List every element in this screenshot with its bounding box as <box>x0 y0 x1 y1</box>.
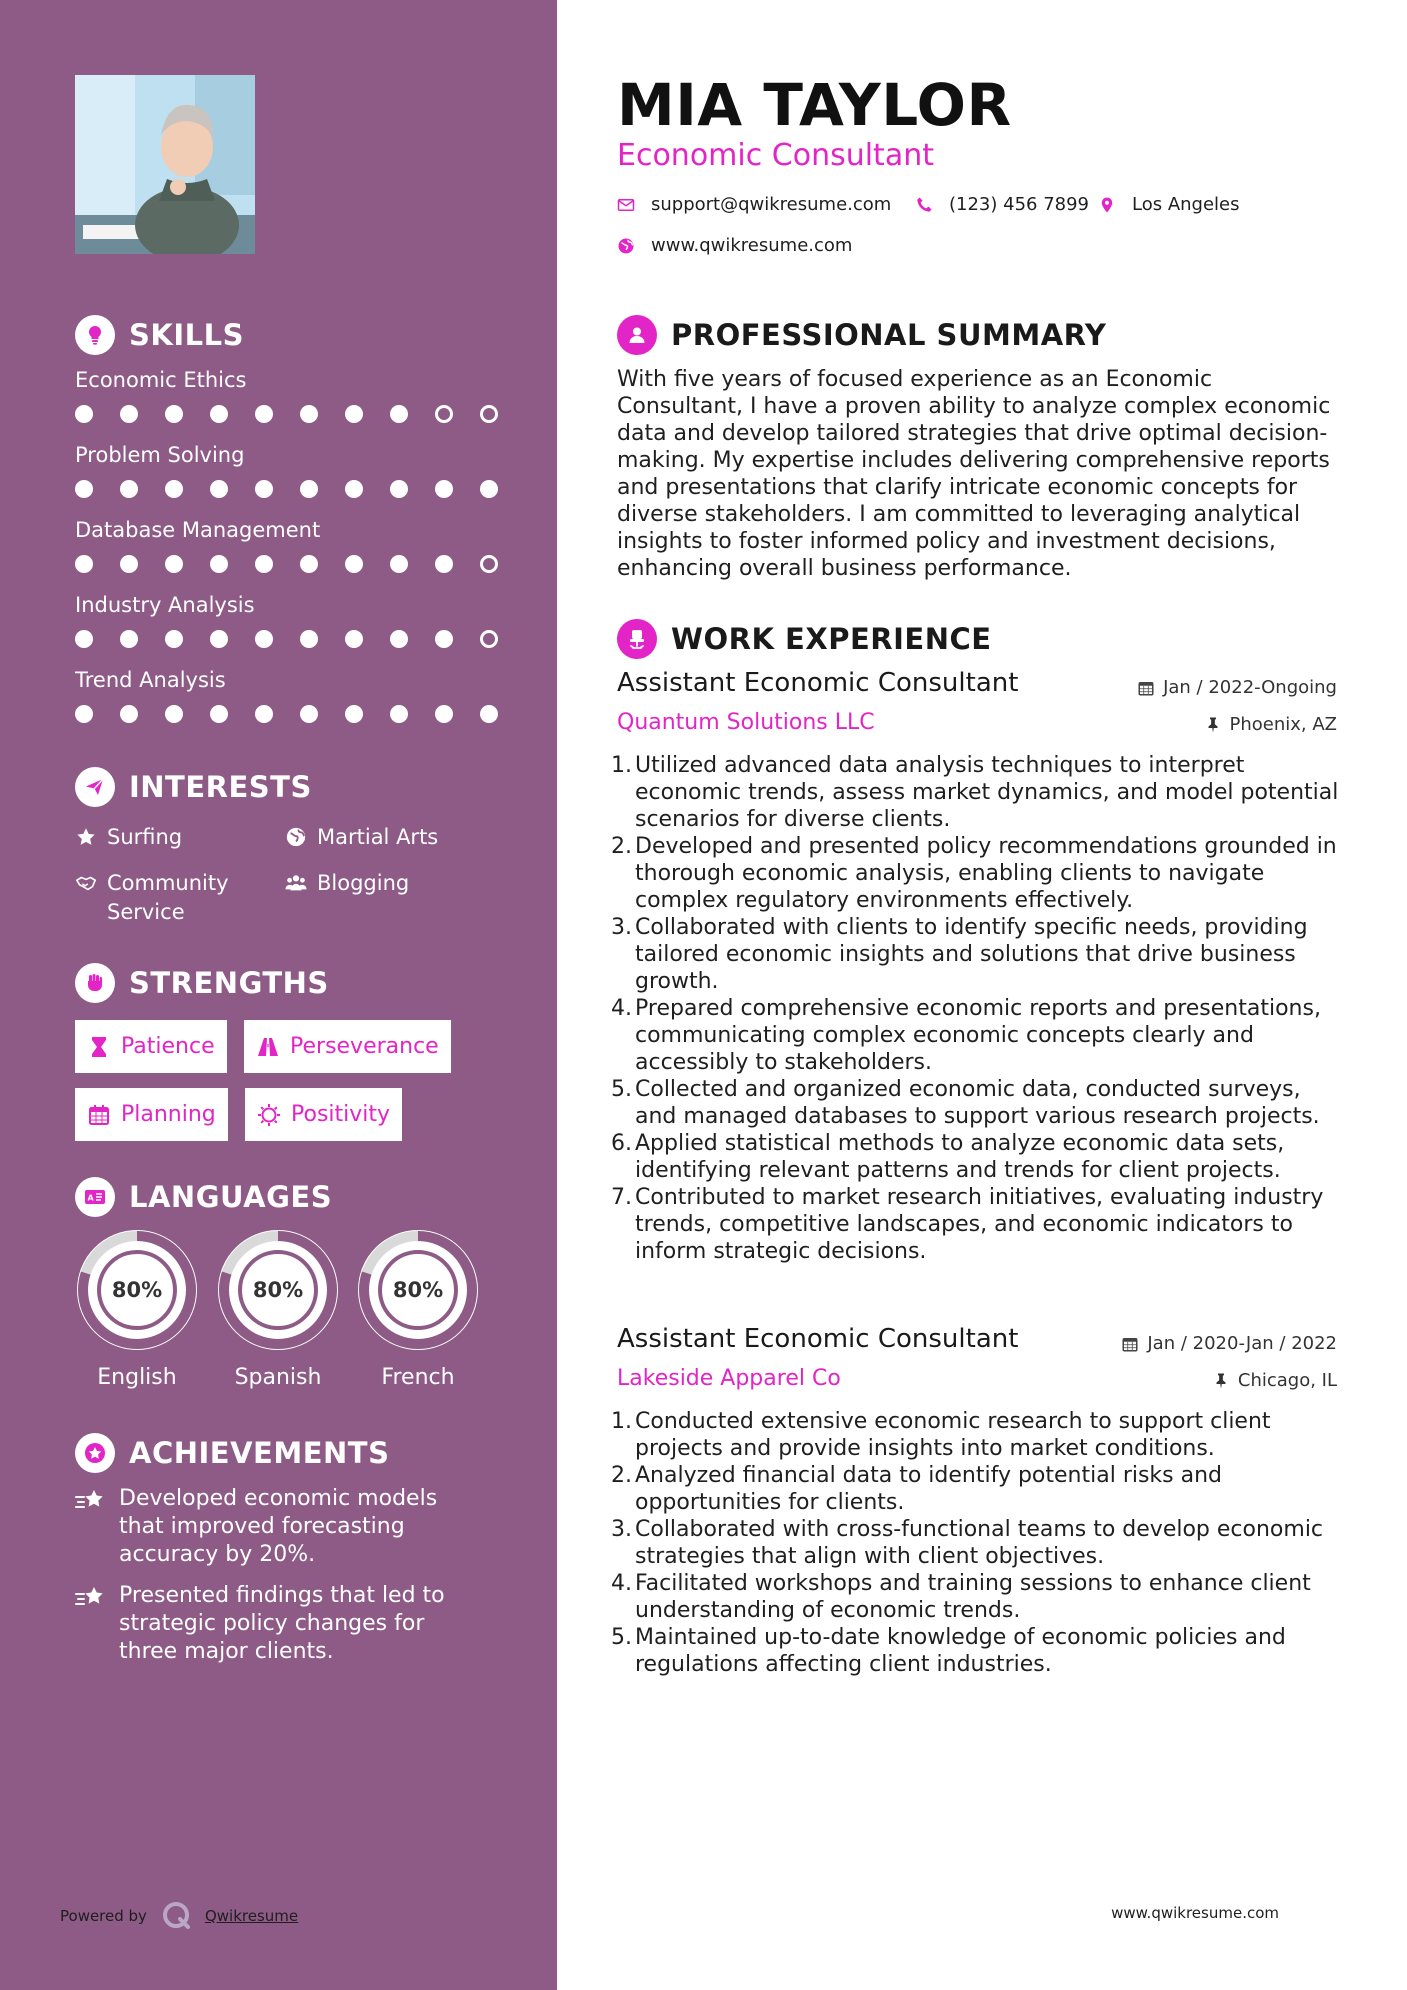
bullet-text: Developed and presented policy recommendations grounded in thorough economic analysis, enabling clients to navigate complex regulatory environments effectively. <box>635 834 1337 913</box>
rating-dot-filled <box>345 480 363 498</box>
chair-icon <box>617 619 657 659</box>
bullet-text: Conducted extensive economic research to support client projects and provide insights into market conditions. <box>635 1409 1271 1461</box>
interests-heading <box>75 767 515 807</box>
svg-text:A: A <box>87 1193 94 1203</box>
language-item <box>356 1228 480 1390</box>
envelope-icon <box>617 196 635 214</box>
language-icon <box>75 1177 115 1217</box>
skills-title: SKILLS <box>129 318 244 352</box>
star-badge-icon <box>75 1433 115 1473</box>
achievement-text: Presented findings that led to strategic policy changes for three major clients. <box>119 1583 445 1664</box>
languages-list <box>75 1228 515 1398</box>
skill-item <box>75 515 515 573</box>
users-icon <box>285 872 307 894</box>
rating-dot-filled <box>345 555 363 573</box>
bullet-text: Collected and organized economic data, conducted surveys, and managed databases to support various research projects. <box>635 1077 1320 1129</box>
skills-section <box>75 315 515 692</box>
rating-dot-filled <box>120 555 138 573</box>
strength-tag <box>75 1088 228 1141</box>
language-percent: 80% <box>252 1278 304 1302</box>
rating-dot-filled <box>120 480 138 498</box>
interest-label: Surfing <box>107 825 183 849</box>
job-company: Lakeside Apparel Co <box>617 1366 841 1391</box>
sidebar <box>0 0 557 1990</box>
rating-dot-filled <box>345 705 363 723</box>
interest-item <box>285 823 438 852</box>
job-location-text: Phoenix, AZ <box>1229 714 1337 735</box>
contact-location <box>1098 194 1240 215</box>
language-name: English <box>97 1365 177 1390</box>
rating-dot-filled <box>480 480 498 498</box>
rating-dot-filled <box>75 555 93 573</box>
skill-rating <box>75 555 515 573</box>
strength-label: Positivity <box>291 1102 391 1127</box>
strengths-heading <box>75 963 515 1003</box>
language-name: French <box>381 1365 455 1390</box>
language-ring <box>75 1228 199 1352</box>
interest-item <box>75 869 265 927</box>
rating-dot-filled <box>120 630 138 648</box>
rating-dot-filled <box>255 555 273 573</box>
rating-dot-filled <box>255 630 273 648</box>
experience-heading <box>617 619 992 659</box>
map-pin-icon <box>1098 196 1116 214</box>
rating-dot-filled <box>210 480 228 498</box>
website-text: www.qwikresume.com <box>651 235 853 256</box>
shooting-star-icon <box>75 1487 107 1515</box>
job-location-text: Chicago, IL <box>1237 1370 1337 1391</box>
strengths-section <box>75 963 515 1143</box>
profile-photo <box>75 75 255 254</box>
rating-dot-filled <box>300 480 318 498</box>
job-dates <box>1121 1333 1337 1354</box>
job-dates-text: Jan / 2022-Ongoing <box>1163 677 1337 698</box>
language-percent: 80% <box>111 1278 163 1302</box>
achievement-text: Developed economic models that improved forecasting accuracy by 20%. <box>119 1486 438 1567</box>
contact-email[interactable] <box>617 194 891 215</box>
candidate-name: MIA TAYLOR <box>617 71 1012 139</box>
star-icon <box>75 826 97 848</box>
pushpin-icon <box>1204 716 1222 734</box>
rating-dot-filled <box>435 705 453 723</box>
rating-dot-filled <box>165 705 183 723</box>
language-percent: 80% <box>392 1278 444 1302</box>
contact-website[interactable] <box>617 235 852 256</box>
strength-label: Planning <box>121 1102 216 1127</box>
phone-text: (123) 456 7899 <box>949 194 1090 215</box>
calendar-icon <box>1137 679 1155 697</box>
job-dates <box>1137 677 1337 698</box>
email-text: support@qwikresume.com <box>651 194 892 215</box>
hourglass-icon <box>87 1035 111 1059</box>
rating-dot-filled <box>120 705 138 723</box>
skills-heading <box>75 315 515 355</box>
list-item: 7. Contributed to market research initiatives, evaluating industry trends, competitive landscapes, and economic indicators to inform strategic decisions. <box>611 1185 1324 1264</box>
sun-icon <box>257 1103 281 1127</box>
bullet-text: Prepared comprehensive economic reports and presentations, communicating complex economic concepts clearly and accessibly to stakeholders. <box>635 996 1321 1075</box>
interest-label: Community Service <box>107 871 229 924</box>
fist-icon <box>75 963 115 1003</box>
list-item: 2. Developed and presented policy recommendations grounded in thorough economic analysis, enabling clients to navigate complex regulatory environments effectively. <box>611 834 1337 913</box>
rating-dot-filled <box>165 405 183 423</box>
skill-rating <box>75 705 515 723</box>
rating-dot-filled <box>300 405 318 423</box>
list-item: 2. Analyzed financial data to identify potential risks and opportunities for clients. <box>611 1463 1223 1515</box>
achievements-heading <box>75 1433 515 1473</box>
rating-dot-filled <box>165 555 183 573</box>
powered-by <box>60 1900 298 1932</box>
list-item: 6. Applied statistical methods to analyze economic data sets, identifying relevant patterns and trends for client projects. <box>611 1131 1285 1183</box>
bullet-text: Facilitated workshops and training sessions to enhance client understanding of economic trends. <box>635 1571 1311 1623</box>
rating-dot-filled <box>390 555 408 573</box>
rating-dot-filled <box>75 705 93 723</box>
location-text: Los Angeles <box>1132 194 1240 215</box>
languages-section <box>75 1177 515 1397</box>
strength-label: Perseverance <box>290 1034 439 1059</box>
main-content <box>611 0 1339 1990</box>
bullet-text: Collaborated with clients to identify specific needs, providing tailored economic insights and solutions that drive business growth. <box>635 915 1308 994</box>
job-company: Quantum Solutions LLC <box>617 710 875 735</box>
list-item: 4. Prepared comprehensive economic reports and presentations, communicating complex economic concepts clearly and accessibly to stakeholders. <box>611 996 1321 1075</box>
summary-title: PROFESSIONAL SUMMARY <box>671 318 1107 352</box>
list-item: 3. Collaborated with clients to identify specific needs, providing tailored economic insights and solutions that drive business growth. <box>611 915 1308 994</box>
skill-rating <box>75 630 515 648</box>
rating-dot-filled <box>165 630 183 648</box>
language-ring <box>356 1228 480 1352</box>
list-item: 1. Utilized advanced data analysis techniques to interpret economic trends, assess market dynamics, and model potential scenarios for diverse clients. <box>611 753 1339 832</box>
rating-dot-empty <box>480 555 498 573</box>
phone-icon <box>915 196 933 214</box>
summary-text: With five years of focused experience as an Economic Consultant, I have a proven ability to analyze complex economic data and develop tailored strategies that drive optimal decision-making. My expertise includes delivering comprehensive reports and presentations that clarify intricate economic concepts for diverse stakeholders. I am committed to leveraging analytical insights to foster informed policy and investment decisions, enhancing overall business performance. <box>617 367 1331 581</box>
contact-phone[interactable] <box>915 194 1089 215</box>
interest-label: Blogging <box>317 871 410 895</box>
job-title: Assistant Economic Consultant <box>617 1324 1019 1354</box>
lightbulb-icon <box>75 315 115 355</box>
profile-photo-image <box>75 75 255 254</box>
interest-item <box>285 869 409 898</box>
skill-name: Economic Ethics <box>75 368 247 392</box>
rating-dot-filled <box>210 405 228 423</box>
list-item: 1. Conducted extensive economic research to support client projects and provide insights into market conditions. <box>611 1409 1271 1461</box>
achievement-item <box>75 1485 515 1569</box>
rating-dot-filled <box>435 630 453 648</box>
strength-tag <box>244 1020 451 1073</box>
interests-section <box>75 767 515 927</box>
paper-plane-icon <box>75 767 115 807</box>
rating-dot-filled <box>75 480 93 498</box>
job-dates-text: Jan / 2020-Jan / 2022 <box>1147 1333 1337 1354</box>
rating-dot-filled <box>300 630 318 648</box>
achievement-item <box>75 1582 515 1666</box>
skill-rating <box>75 405 515 423</box>
experience-title: WORK EXPERIENCE <box>671 622 992 656</box>
skills-list <box>75 365 515 725</box>
skill-name: Database Management <box>75 518 321 542</box>
skill-name: Industry Analysis <box>75 593 255 617</box>
qwikresume-logo-icon <box>161 1900 193 1932</box>
rating-dot-empty <box>435 405 453 423</box>
pushpin-icon <box>1212 1372 1230 1390</box>
rating-dot-filled <box>435 555 453 573</box>
powered-by-label: Powered by <box>60 1907 147 1925</box>
language-item <box>75 1228 199 1390</box>
language-ring <box>216 1228 340 1352</box>
rating-dot-filled <box>345 405 363 423</box>
skill-item <box>75 665 515 723</box>
languages-title: LANGUAGES <box>129 1180 333 1214</box>
rating-dot-filled <box>345 630 363 648</box>
skill-rating <box>75 480 515 498</box>
qwikresume-link[interactable]: Qwikresume <box>204 1907 299 1925</box>
rating-dot-filled <box>75 405 93 423</box>
rating-dot-filled <box>390 480 408 498</box>
rating-dot-filled <box>390 705 408 723</box>
job-bullets <box>611 752 1347 1265</box>
rating-dot-filled <box>255 405 273 423</box>
rating-dot-empty <box>480 405 498 423</box>
bullet-text: Maintained up-to-date knowledge of economic policies and regulations affecting client industries. <box>635 1625 1286 1677</box>
list-item: 5. Maintained up-to-date knowledge of economic policies and regulations affecting client industries. <box>611 1625 1286 1677</box>
rating-dot-filled <box>210 555 228 573</box>
skill-name: Trend Analysis <box>75 668 226 692</box>
globe-icon <box>285 826 307 848</box>
rating-dot-filled <box>210 630 228 648</box>
shooting-star-icon <box>75 1584 107 1612</box>
job-entry <box>611 668 1339 1298</box>
strength-label: Patience <box>121 1034 215 1059</box>
rating-dot-filled <box>300 555 318 573</box>
rating-dot-filled <box>255 480 273 498</box>
skill-item <box>75 365 515 423</box>
rating-dot-filled <box>480 705 498 723</box>
rating-dot-filled <box>435 480 453 498</box>
calendar-icon <box>87 1103 111 1127</box>
interest-label: Martial Arts <box>317 825 439 849</box>
strength-tag <box>245 1088 402 1141</box>
job-title: Assistant Economic Consultant <box>617 668 1019 698</box>
strength-tag <box>75 1020 227 1073</box>
languages-heading <box>75 1177 515 1217</box>
rating-dot-filled <box>75 630 93 648</box>
rating-dot-filled <box>120 405 138 423</box>
language-name: Spanish <box>234 1365 322 1390</box>
strengths-title: STRENGTHS <box>129 966 329 1000</box>
candidate-title: Economic Consultant <box>617 138 934 173</box>
list-item: 5. Collected and organized economic data, conducted surveys, and managed databases to support various research projects. <box>611 1077 1320 1129</box>
rating-dot-filled <box>390 630 408 648</box>
user-icon <box>617 315 657 355</box>
rating-dot-filled <box>300 705 318 723</box>
job-location <box>1212 1370 1337 1391</box>
bullet-text: Utilized advanced data analysis techniques to interpret economic trends, assess market dynamics, and model potential scenarios for diverse clients. <box>635 753 1339 832</box>
rating-dot-filled <box>255 705 273 723</box>
rating-dot-filled <box>390 405 408 423</box>
job-bullets <box>611 1408 1347 1678</box>
bullet-text: Collaborated with cross-functional teams to develop economic strategies that align with client objectives. <box>635 1517 1324 1569</box>
skill-item <box>75 590 515 648</box>
language-item <box>216 1228 340 1390</box>
calendar-icon <box>1121 1335 1139 1353</box>
skill-item <box>75 440 515 498</box>
rating-dot-filled <box>165 480 183 498</box>
list-item: 3. Collaborated with cross-functional teams to develop economic strategies that align with client objectives. <box>611 1517 1324 1569</box>
achievements-section <box>75 1433 515 1673</box>
bullet-text: Analyzed financial data to identify potential risks and opportunities for clients. <box>635 1463 1223 1515</box>
globe-icon <box>617 237 635 255</box>
interests-title: INTERESTS <box>129 770 312 804</box>
footer-website[interactable]: www.qwikresume.com <box>1111 1904 1279 1922</box>
rating-dot-filled <box>210 705 228 723</box>
summary-heading <box>617 315 1106 355</box>
job-location <box>1204 714 1338 735</box>
job-entry <box>611 1324 1337 1684</box>
achievements-title: ACHIEVEMENTS <box>129 1436 390 1470</box>
skill-name: Problem Solving <box>75 443 245 467</box>
rating-dot-empty <box>480 630 498 648</box>
interest-item <box>75 823 182 852</box>
bullet-text: Applied statistical methods to analyze economic data sets, identifying relevant patterns and trends for client projects. <box>635 1131 1285 1183</box>
road-icon <box>256 1035 280 1059</box>
handshake-icon <box>75 872 97 894</box>
bullet-text: Contributed to market research initiatives, evaluating industry trends, competitive landscapes, and economic indicators to inform strategic decisions. <box>635 1185 1324 1264</box>
list-item: 4. Facilitated workshops and training sessions to enhance client understanding of economic trends. <box>611 1571 1311 1623</box>
